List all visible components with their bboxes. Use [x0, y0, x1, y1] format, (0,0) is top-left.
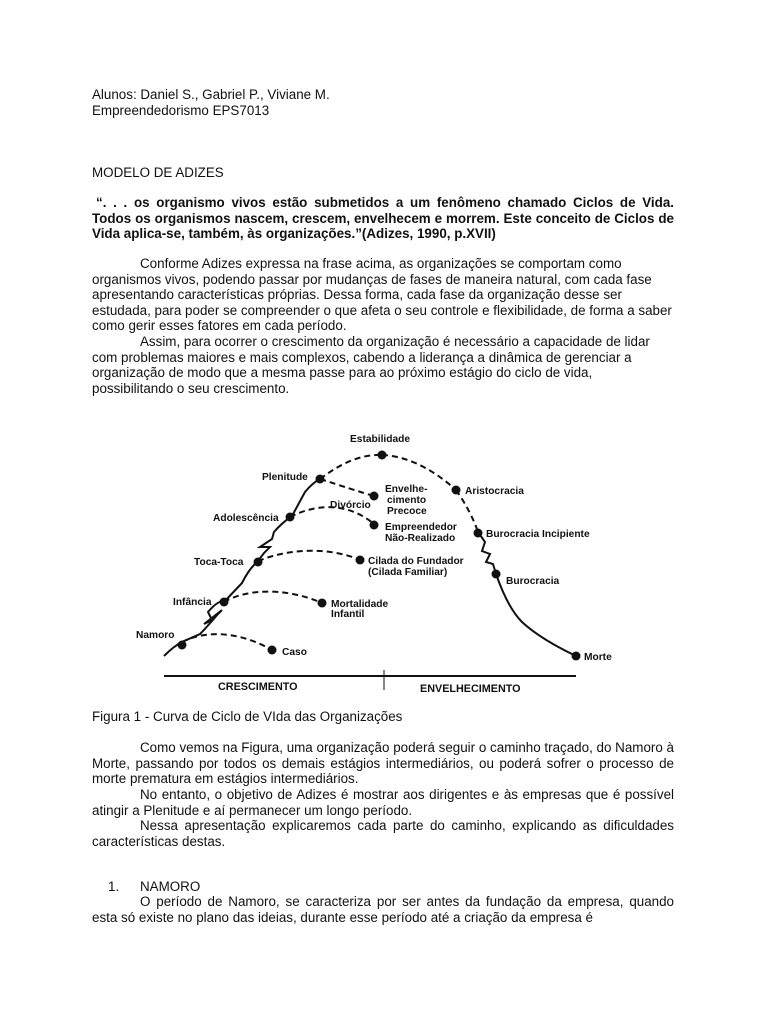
dot-toca-toca [254, 558, 263, 567]
curve-to-estabilidade [320, 455, 382, 479]
label-cilada-1: Cilada do Fundador [368, 556, 464, 567]
dot-estabilidade [378, 451, 387, 460]
life-cycle-figure [136, 424, 630, 702]
branch-mortalidade [224, 592, 322, 603]
adizes-quote: “. . . os organismo vivos estão submetidos a um fenômeno chamado Ciclos de Vida. Todos os organismos nascem, crescem, envelhecem e morrem. Este conceito de Ciclos de Vida aplica-se, também, às organizações.”(Adizes, 1990, p.XVII) [92, 195, 674, 242]
label-aristocracia: Aristocracia [465, 486, 524, 497]
label-mortalidade-2: Infantil [331, 609, 365, 620]
dot-burocracia-incipiente [474, 529, 483, 538]
dot-envelhecimento [370, 492, 379, 501]
document-title: MODELO DE ADIZES [92, 165, 224, 180]
label-cilada-2: (Cilada Familiar) [368, 567, 448, 578]
section-number: 1. [108, 879, 120, 894]
axis-label-envelhecimento: ENVELHECIMENTO [420, 683, 521, 695]
dot-cilada [356, 556, 365, 565]
label-mortalidade-1: Mortalidade [331, 599, 389, 610]
label-plenitude: Plenitude [262, 472, 308, 483]
students-line: Alunos: Daniel S., Gabriel P., Viviane M. [92, 87, 330, 102]
label-burocracia: Burocracia [506, 576, 560, 587]
label-envelhecimento-2: cimento [387, 495, 427, 506]
label-envelhecimento-1: Envelhe- [385, 484, 428, 495]
course-line: Empreendedorismo EPS7013 [92, 103, 270, 118]
label-infancia: Infância [173, 597, 212, 608]
dot-burocracia [492, 570, 501, 579]
dot-namoro [178, 641, 187, 650]
paragraph-2: Assim, para ocorrer o crescimento da organização é necessário a capacidade de lidar com problemas maiores e mais complexos, cabendo a liderança a dinâmica de gerenciar a organização de modo que a mesma passe para ao próximo estágio do ciclo de vida, possibilitando o seu crescimento. [92, 334, 650, 396]
paragraph-3: Como vemos na Figura, uma organização poderá seguir o caminho traçado, do Namoro à Morte, passando por todos os demais estágios intermediários, ou poderá sofrer o processo de morte prematura em estágios intermediários. [92, 740, 674, 787]
dot-empreendedor [370, 521, 379, 530]
label-toca-toca: Toca-Toca [194, 557, 244, 568]
label-adolescencia: Adolescência [213, 513, 279, 524]
label-caso: Caso [282, 647, 307, 658]
label-empreendedor-2: Não-Realizado [385, 533, 456, 544]
paragraph-4: No entanto, o objetivo de Adizes é mostrar aos dirigentes e às empresas que é possível atingir a Plenitude e aí permanecer um longo período. [92, 787, 674, 818]
section-title: NAMORO [140, 879, 201, 894]
label-divorcio: Divórcio [330, 500, 371, 511]
paragraph-6: O período de Namoro, se caracteriza por ser antes da fundação da empresa, quando esta só existe no plano das ideias, durante esse período até a criação da empresa é [92, 894, 674, 925]
paragraph-5: Nessa apresentação explicaremos cada parte do caminho, explicando as dificuldades características destas. [92, 818, 674, 849]
branch-envelhecimento [320, 479, 374, 496]
branch-cilada [258, 551, 360, 561]
label-namoro: Namoro [136, 630, 175, 641]
label-envelhecimento-3: Precoce [387, 506, 427, 517]
label-empreendedor-1: Empreendedor [385, 522, 457, 533]
branch-caso [182, 634, 272, 650]
axis-label-crescimento: CRESCIMENTO [218, 681, 298, 693]
label-estabilidade: Estabilidade [350, 434, 411, 445]
dot-infancia [220, 598, 229, 607]
dot-mortalidade [318, 599, 327, 608]
label-burocracia-incipiente: Burocracia Incipiente [486, 529, 590, 540]
dot-aristocracia [452, 486, 461, 495]
dot-caso [268, 646, 277, 655]
dot-plenitude [316, 475, 325, 484]
figure-caption: Figura 1 - Curva de Ciclo de VIda das Organizações [92, 709, 403, 724]
decline-curve [478, 532, 576, 656]
section-heading-namoro [108, 879, 200, 895]
dot-morte [572, 652, 581, 661]
dot-adolescencia [286, 513, 295, 522]
paragraph-1: Conforme Adizes expressa na frase acima, as organizações se comportam como organismos vivos, podendo passar por mudanças de fases de maneira natural, com cada fase apresentando características próprias. Dessa forma, cada fase da organização desse ser estudada, para poder se compreender o que afeta o seu controle e flexibilidade, de forma a saber como gerir esses fatores em cada período. [92, 256, 672, 334]
label-morte: Morte [584, 652, 612, 663]
